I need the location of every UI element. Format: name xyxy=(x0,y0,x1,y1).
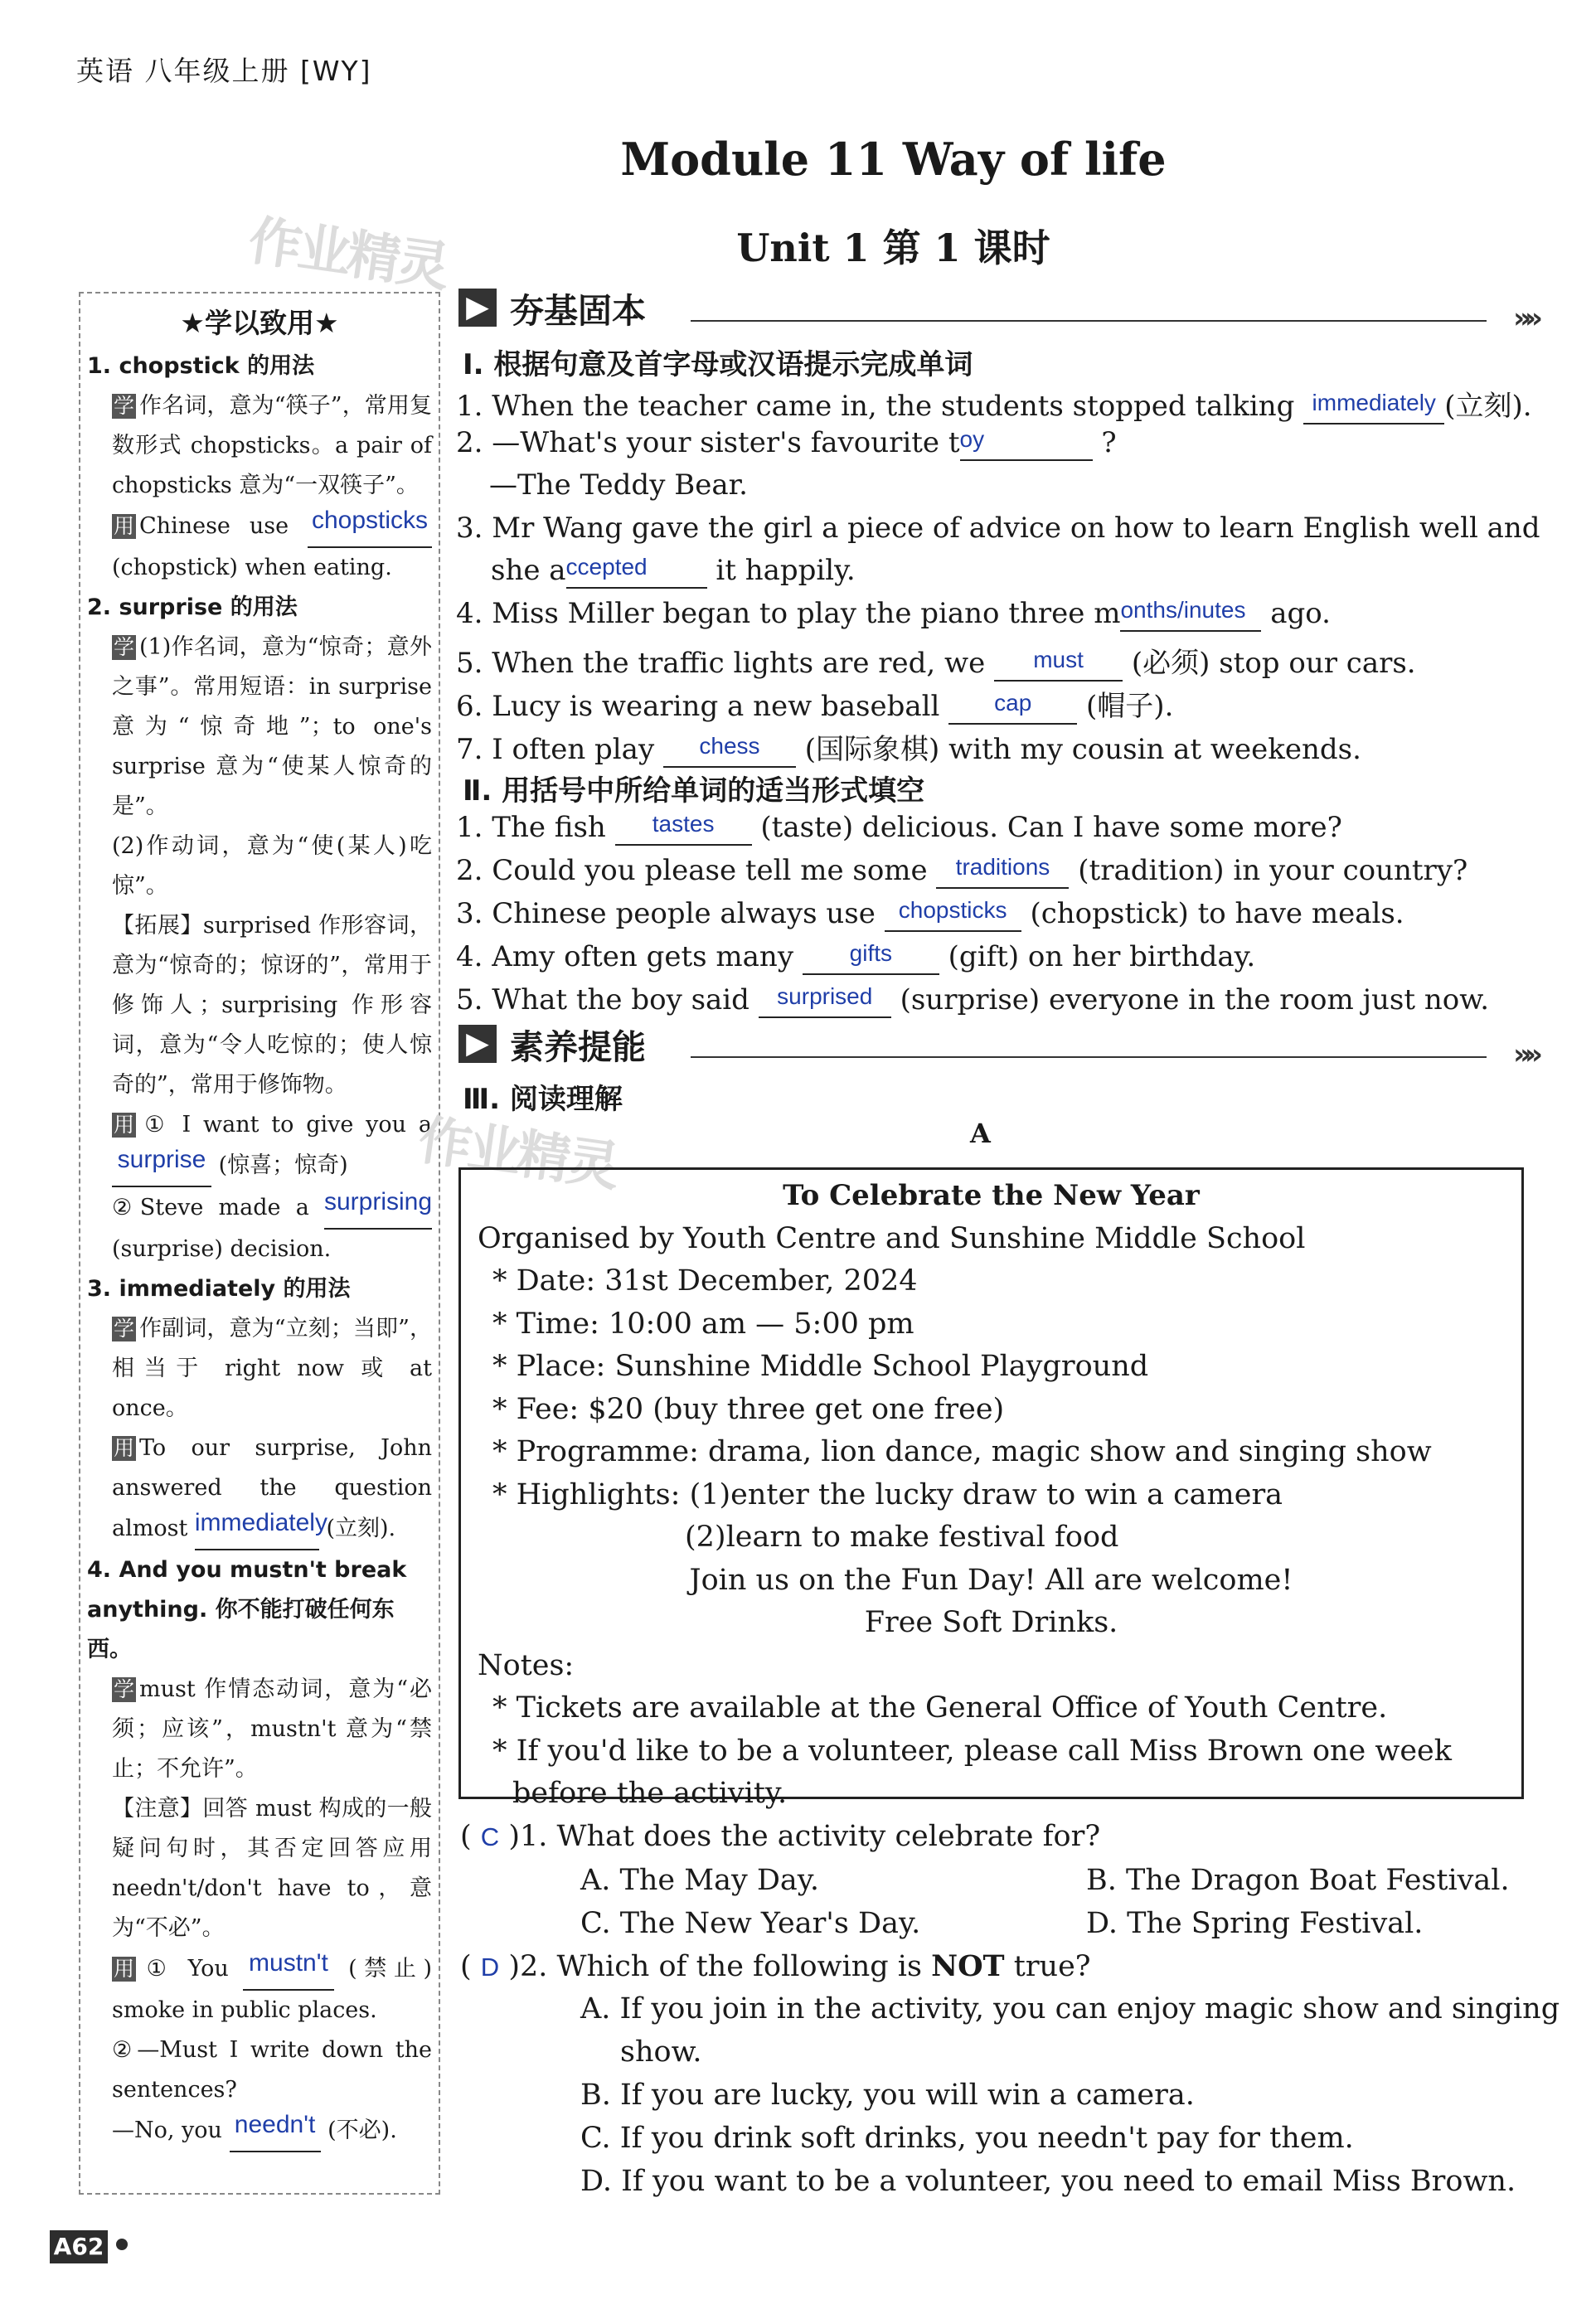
mc-question: ( D )2. Which of the following is NOT true? xyxy=(460,1949,1091,1983)
use-tag-icon: 用 xyxy=(114,1113,135,1137)
use-tag-icon: 用 xyxy=(114,514,135,538)
answer: cap xyxy=(994,690,1032,716)
part-heading: Ⅱ. 用括号中所给单词的适当形式填空 xyxy=(463,774,925,808)
question-row: 4. Miss Miller began to play the piano three months/inutes ago. xyxy=(456,597,1331,630)
question-row: 6. Lucy is wearing a new baseball cap (帽子). xyxy=(456,690,1174,723)
answer: surprised xyxy=(777,983,873,1009)
sidebar-title: ★学以致用★ xyxy=(180,307,339,339)
answer: gifts xyxy=(849,940,893,966)
answer: immediately xyxy=(1312,390,1436,415)
use-tag-icon: 用 xyxy=(114,1436,135,1460)
question-row: 3. Mr Wang gave the girl a piece of advice on how to learn English well and xyxy=(456,512,1540,545)
sidebar-use-text: ②Steve made a surprising (surprise) decision. xyxy=(112,1188,433,1262)
answer: surprising xyxy=(323,1188,433,1215)
watermark: 作业精灵 xyxy=(245,210,451,299)
learn-tag-icon: 学 xyxy=(114,1677,135,1701)
mc-option: A. The May Day. xyxy=(580,1864,820,1897)
section-bar-skills xyxy=(458,1020,1536,1070)
sidebar-use-text: 用 To our surprise, John answered the question almost immediately (立刻). xyxy=(87,1429,432,1550)
notice-time: * Time: 10:00 am — 5:00 pm xyxy=(492,1307,914,1341)
question-row: she accepted it happily. xyxy=(491,554,856,587)
sidebar-item-head: 2. surprise 的用法 xyxy=(87,594,298,620)
notice-note: * If you'd like to be a volunteer, please call Miss Brown one week xyxy=(492,1734,1452,1768)
section-title: 夯基固本 xyxy=(510,291,646,331)
section-divider xyxy=(691,320,1487,322)
section-title: 素养提能 xyxy=(510,1027,646,1067)
question-row: —The Teddy Bear. xyxy=(489,468,748,502)
part-heading: Ⅲ. 阅读理解 xyxy=(463,1083,623,1116)
page-number: A62 xyxy=(50,2230,108,2263)
watermark: 作业精灵 xyxy=(415,1109,621,1199)
sidebar-learn-text: 学 作副词，意为“立刻；当即”，相当于 right now 或 at once。 xyxy=(112,1316,432,1421)
answer: traditions xyxy=(955,854,1050,880)
notice-join: Join us on the Fun Day! All are welcome! xyxy=(689,1563,1293,1597)
answer: immediately xyxy=(194,1509,327,1536)
question-row: 5. When the traffic lights are red, we must (必须) stop our cars. xyxy=(456,647,1416,680)
study-sidebar xyxy=(79,292,440,2195)
notice-highlights: (2)learn to make festival food xyxy=(685,1521,1119,1554)
sidebar-item-head: 1. chopstick 的用法 xyxy=(87,353,315,379)
unit-title: Unit 1 第 1 课时 xyxy=(736,226,1050,270)
mc-option: C. The New Year's Day. xyxy=(580,1907,921,1940)
sidebar-use-text: ②—Must I write down the sentences? xyxy=(112,2037,432,2103)
question-row: 2. —What's your sister's favourite toy ? xyxy=(456,426,1117,459)
sidebar-use-text: 用 Chinese use chopsticks (chopstick) when eating. xyxy=(87,506,432,588)
notice-note: before the activity. xyxy=(512,1777,788,1810)
answer: onths/inutes xyxy=(1120,597,1246,623)
mc-option: D. If you want to be a volunteer, you need to email Miss Brown. xyxy=(580,2165,1516,2198)
answer: needn't xyxy=(234,2111,316,2138)
learn-tag-icon: 学 xyxy=(114,1317,135,1341)
sidebar-note-text: 【注意】回答 must 构成的一般疑问句时，其否定回答应用 needn't/don't have to，意为“不必”。 xyxy=(112,1796,432,1941)
sidebar-item-head: 4. And you mustn't break anything. 你不能打破任何东西。 xyxy=(87,1557,407,1662)
mc-question: ( C )1. What does the activity celebrate for? xyxy=(460,1820,1101,1853)
notice-notes-label: Notes: xyxy=(478,1648,575,1682)
double-chevron-icon: »» xyxy=(1513,1038,1536,1071)
notice-drinks: Free Soft Drinks. xyxy=(864,1606,1118,1639)
page-dot-icon xyxy=(116,2239,128,2250)
question-row: 3. Chinese people always use chopsticks (chopstick) to have meals. xyxy=(456,897,1404,930)
mc-option: C. If you drink soft drinks, you needn't pay for them. xyxy=(580,2122,1354,2155)
notice-note: * Tickets are available at the General Office of Youth Centre. xyxy=(492,1691,1388,1725)
answer: tastes xyxy=(652,811,715,837)
use-tag-icon: 用 xyxy=(114,1957,135,1981)
book-header: 英语 八年级上册 [WY] xyxy=(76,55,372,87)
question-row: 7. I often play chess (国际象棋) with my cousin at weekends. xyxy=(456,733,1361,766)
mc-option: show. xyxy=(620,2035,702,2069)
question-row: 5. What the boy said surprised (surprise) everyone in the room just now. xyxy=(456,983,1490,1016)
notice-organiser: Organised by Youth Centre and Sunshine Middle School xyxy=(478,1221,1306,1255)
notice-place: * Place: Sunshine Middle School Playground xyxy=(492,1350,1149,1383)
notice-fee: * Fee: $20 (buy three get one free) xyxy=(492,1392,1005,1426)
sidebar-expand-text: 【拓展】surprised 作形容词，意为“惊奇的；惊讶的”，常用于修饰人；surprising 作形容词，意为“令人吃惊的；使人惊奇的”，常用于修饰物。 xyxy=(112,913,432,1098)
passage-letter: A xyxy=(970,1118,991,1149)
answer: chopsticks xyxy=(898,897,1007,923)
answer: oy xyxy=(959,426,985,452)
learn-tag-icon: 学 xyxy=(114,635,135,659)
question-row: 4. Amy often gets many gifts (gift) on her birthday. xyxy=(456,940,1256,973)
mc-option: B. The Dragon Boat Festival. xyxy=(1086,1864,1510,1897)
sidebar-item-head: 3. immediately 的用法 xyxy=(87,1276,351,1302)
section-bar-basics xyxy=(458,284,1536,333)
part-heading: Ⅰ. 根据句意及首字母或汉语提示完成单词 xyxy=(463,348,973,381)
section-arrow-icon: ▶ xyxy=(458,289,497,327)
answer: chopsticks xyxy=(311,507,429,534)
double-chevron-icon: »» xyxy=(1513,302,1536,335)
answer: D xyxy=(480,1953,500,1982)
sidebar-use-text: 用 ① I want to give you a surprise (惊喜；惊奇) xyxy=(87,1105,432,1187)
sidebar-learn-text: 学 作名词，意为“筷子”，常用复数形式 chopsticks。a pair of chopsticks 意为“一双筷子”。 xyxy=(112,393,432,498)
question-row: 1. The fish tastes (taste) delicious. Can I have some more? xyxy=(456,811,1342,844)
section-arrow-icon: ▶ xyxy=(458,1025,497,1063)
mc-option: B. If you are lucky, you will win a camera. xyxy=(580,2079,1195,2112)
question-row: 1. When the teacher came in, the students stopped talking immediately (立刻). xyxy=(456,390,1532,423)
module-title: Module 11 Way of life xyxy=(620,133,1167,186)
learn-tag-icon: 学 xyxy=(114,394,135,418)
question-row: 2. Could you please tell me some traditions (tradition) in your country? xyxy=(456,854,1468,887)
answer: C xyxy=(480,1822,500,1851)
notice-box xyxy=(458,1167,1524,1810)
notice-title: To Celebrate the New Year xyxy=(783,1179,1200,1212)
sidebar-learn-text: 学 (1)作名词，意为“惊奇；意外之事”。常用短语：in surprise 意为“惊奇地”；to one's surprise 意为“使某人惊奇的是”。 xyxy=(112,634,432,819)
answer: must xyxy=(1033,647,1084,672)
sidebar-learn-text: (2)作动词，意为“使(某人)吃惊”。 xyxy=(112,833,432,899)
notice-programme: * Programme: drama, lion dance, magic show and singing show xyxy=(492,1435,1432,1468)
sidebar-learn-text: 学 must 作情态动词，意为“必须；应该”，mustn't 意为“禁止；不允许”。 xyxy=(112,1676,432,1782)
mc-option: D. The Spring Festival. xyxy=(1086,1907,1424,1940)
notice-date: * Date: 31st December, 2024 xyxy=(492,1264,918,1298)
answer: mustn't xyxy=(249,1949,328,1977)
notice-highlights: * Highlights: (1)enter the lucky draw to win a camera xyxy=(492,1477,1283,1511)
answer: chess xyxy=(699,733,760,759)
section-divider xyxy=(691,1056,1487,1058)
sidebar-use-text: —No, you needn't (不必). xyxy=(87,2110,432,2152)
answer: surprise xyxy=(117,1146,206,1173)
answer: ccepted xyxy=(565,554,648,580)
mc-option: A. If you join in the activity, you can enjoy magic show and singing xyxy=(580,1992,1560,2025)
sidebar-use-text: 用 ① You mustn't (禁止) smoke in public places. xyxy=(112,1949,432,2023)
